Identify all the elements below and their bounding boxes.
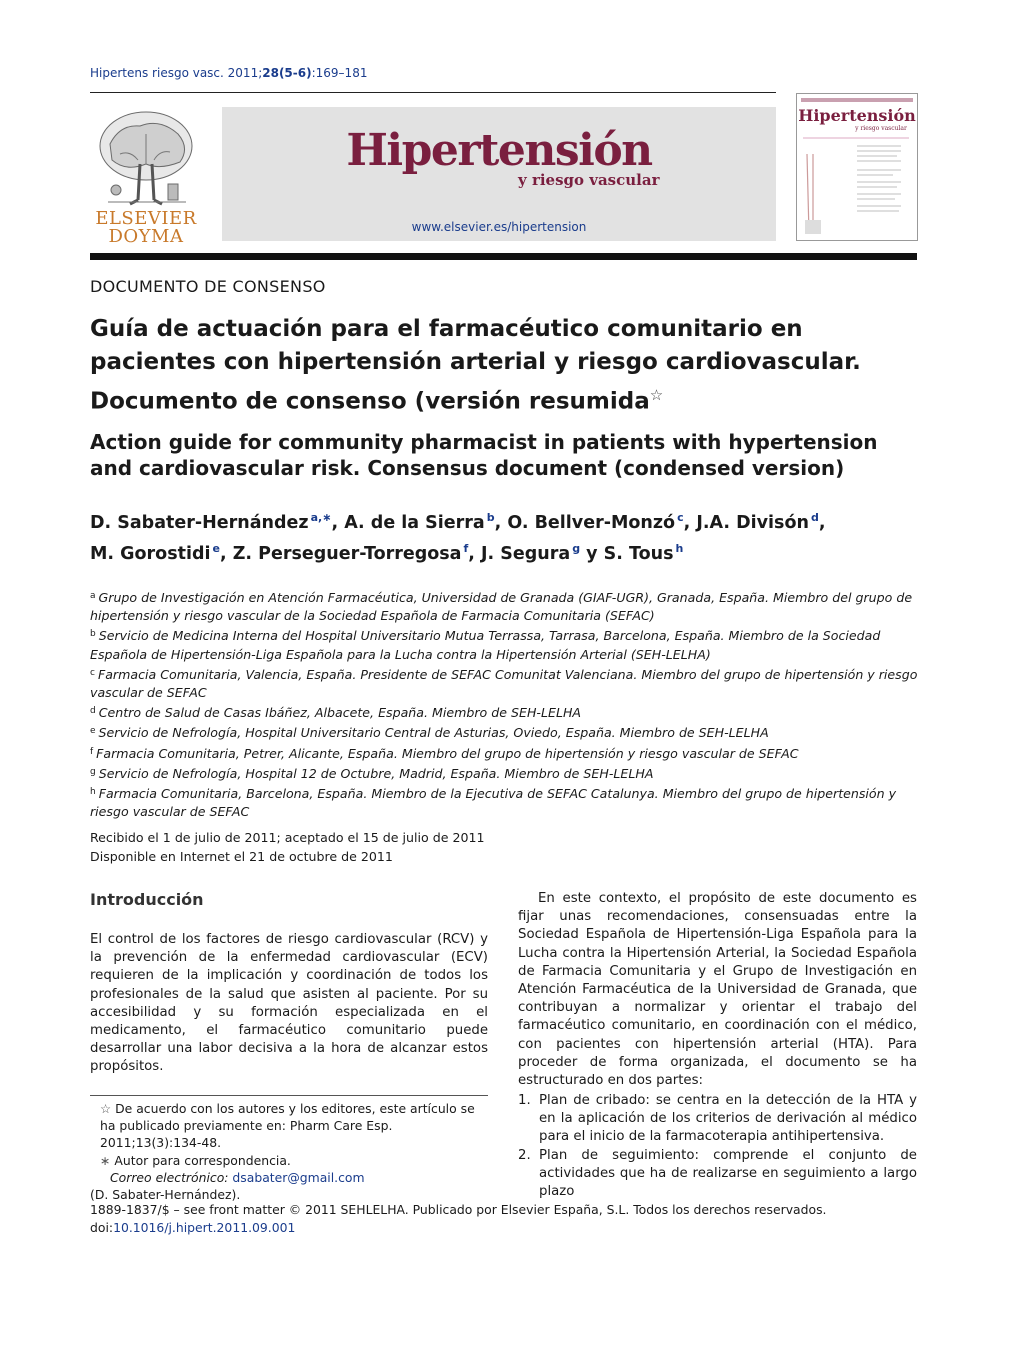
journal-url[interactable]: www.elsevier.es/hipertension [411,220,587,234]
author: M. Gorostidi $^e$ [90,542,220,564]
header-rule [90,92,776,93]
svg-text:DOYMA: DOYMA [108,226,184,244]
elsevier-tree-icon [90,104,202,244]
author-affil-link[interactable]: a,∗ [310,511,332,524]
right-paragraph: En este contexto, el propósito de este documento es fijar unas recomendaciones, consensuadas entre la Sociedad Española de Hipertensión-Liga Española para la Lucha contra la Hipertensión Arterial, la Sociedad Española de Farmacia Comunitaria y el Grupo de Investigación en Atención Farmacéutica de la Universidad de Granada, que contribuyan a normalizar y orientar el trabajo del farmacéutico comunitario, en coordinación con el médico, con pacientes con hipertensión arterial (HTA). Para proceder de forma organizada, el documento se ha estructurado en dos partes: [518,891,917,1089]
author-affil-link[interactable]: d [810,511,819,524]
plan-list [518,1092,917,1201]
journal-subtitle: y riesgo vascular [518,171,660,189]
intro-heading: Introducción [90,890,204,909]
footnote-rule [90,1095,488,1096]
article-dates [90,829,485,866]
bottom-info [90,1201,826,1237]
author-affil-link[interactable]: g [572,542,581,555]
svg-text:y riesgo vascular: y riesgo vascular [855,125,907,132]
footnote-star: ☆ De acuerdo con los autores y los editores, este artículo se ha publicado previamente en: Pharm Care Esp. 2011;13(3):134-48. [100,1101,475,1151]
affiliation-item: $^d$ Centro de Salud de Casas Ibáñez, Albacete, España. Miembro de SEH-LELHA [90,705,582,721]
author: J.A. Divisón $^d$ [696,511,819,533]
author-list: D. Sabater-Hernández $^{a,∗}$, A. de la Sierra $^b$, O. Bellver-Monzó $^c$, J.A. Divisón $^d$, M. Gorostidi $^e$, Z. Perseguer-Torregosa $^f$, J. Segura $^g$ y S. Tous $^h$ [90,511,826,564]
author-affil-link[interactable]: e [212,542,220,555]
svg-text:Hipertensión: Hipertensión [798,106,916,125]
author-affil-link[interactable]: b [486,511,495,524]
footnotes [90,1100,488,1203]
online-date: Disponible en Internet el 21 de octubre de 2011 [90,848,393,864]
journal-citation[interactable]: Hipertens riesgo vasc. 2011;28(5-6):169–181 [90,66,368,80]
copyright-line: 1889-1837/$ – see front matter © 2011 SEHLELHA. Publicado por Elsevier España, S.L. Todos los derechos reservados. [90,1202,827,1217]
author-affil-link[interactable]: c [677,511,684,524]
affiliations [90,587,920,821]
affiliation-item: $^h$ Farmacia Comunitaria, Barcelona, España. Miembro de la Ejecutiva de SEFAC Catalunya. Miembro del grupo de hipertensión y riesgo vascular de SEFAC [90,786,897,820]
footnote-email-name: (D. Sabater-Hernández). [90,1187,241,1203]
author: J. Segura $^g$ [481,542,581,564]
article-title-es: Guía de actuación para el farmacéutico comunitario en pacientes con hipertensión arterial y riesgo cardiovascular. Documento de consenso (versión resumida☆ [90,316,861,415]
list-item: 2. Plan de seguimiento: comprende el conjunto de actividades que ha de realizarse en seguimiento a largo plazo [518,1147,917,1200]
affiliation-item: $^g$ Servicio de Nefrología, Hospital 12 de Octubre, Madrid, España. Miembro de SEH-LELHA [90,765,654,781]
affiliation-item: $^a$ Grupo de Investigación en Atención Farmacéutica, Universidad de Granada (GIAF-UGR), Granada, España. Miembro del grupo de hipertensión y riesgo vascular de la Sociedad Española de Farmacia Comunitaria (SEFAC) [90,590,913,624]
footnote-corresponding: ∗ Autor para correspondencia. [100,1152,291,1168]
intro-paragraph: El control de los factores de riesgo cardiovascular (RCV) y la prevención de la enfermedad cardiovascular (ECV) requieren de la implicación y coordinación de todos los profesionales de la salud que asisten al paciente. Por su accesibilidad y su formación especializada en el medicamento, el farmacéutico comunitario puede desarrollar una labor decisiva a la hora de alcanzar estos propósitos. [90,932,488,1075]
affiliation-item: $^f$ Farmacia Comunitaria, Petrer, Alicante, España. Miembro del grupo de hipertensión y riesgo vascular de SEFAC [90,745,799,761]
cover-image [797,94,917,240]
email-link[interactable]: dsabater@gmail.com [232,1169,365,1185]
list-item: 1. Plan de cribado: se centra en la detección de la HTA y en la aplicación de los criterios de derivación al médico para el inicio de la farmacoterapia antihipertensiva. [518,1093,917,1145]
svg-text:ELSEVIER: ELSEVIER [95,208,197,229]
article-type: DOCUMENTO DE CONSENSO [90,277,326,296]
doi-line: doi:10.1016/j.hipert.2011.09.001 [90,1220,296,1235]
article-title-en: Action guide for community pharmacist in patients with hypertension and cardiovascular risk. Consensus document (condensed version) [90,430,878,480]
star-icon: ☆ [100,1101,112,1116]
affiliation-item: $^c$ Farmacia Comunitaria, Valencia, España. Presidente de SEFAC Comunitat Valenciana. Miembro del grupo de hipertensión y riesgo vascular de SEFAC [90,666,918,701]
journal-banner [222,107,776,241]
journal-cover-thumbnail [796,93,918,241]
author-affil-link[interactable]: f [463,542,469,555]
received-date: Recibido el 1 de julio de 2011; aceptado el 15 de julio de 2011 [90,830,485,845]
doi-link[interactable]: 10.1016/j.hipert.2011.09.001 [113,1220,296,1235]
affiliation-item: $^b$ Servicio de Medicina Interna del Hospital Universitario Mutua Terrassa, Tarrasa, Barcelona, España. Miembro de la Sociedad Española de Hipertensión-Liga Española para la Lucha contra la Hipertensión Arterial (SEH-LELHA) [90,628,881,662]
footnote-email-line: Correo electrónico: dsabater@gmail.com [110,1169,365,1185]
journal-title: Hipertensión [346,125,652,176]
affiliation-item: $^e$ Servicio de Nefrología, Hospital Universitario Central de Asturias, Oviedo, España. Miembro de SEH-LELHA [90,725,769,741]
author-affil-link[interactable]: h [675,542,684,555]
elsevier-logo [90,104,202,244]
author: S. Tous $^h$ [603,542,684,564]
author: O. Bellver-Monzó $^c$ [507,511,684,533]
asterisk-icon: ∗ [100,1152,111,1168]
title-footnote-star-icon[interactable]: ☆ [649,386,664,404]
header-thick-rule [90,253,917,260]
author: A. de la Sierra $^b$ [344,511,495,533]
author: D. Sabater-Hernández $^{a,∗}$ [90,511,332,533]
author: Z. Perseguer-Torregosa $^f$ [232,542,469,564]
